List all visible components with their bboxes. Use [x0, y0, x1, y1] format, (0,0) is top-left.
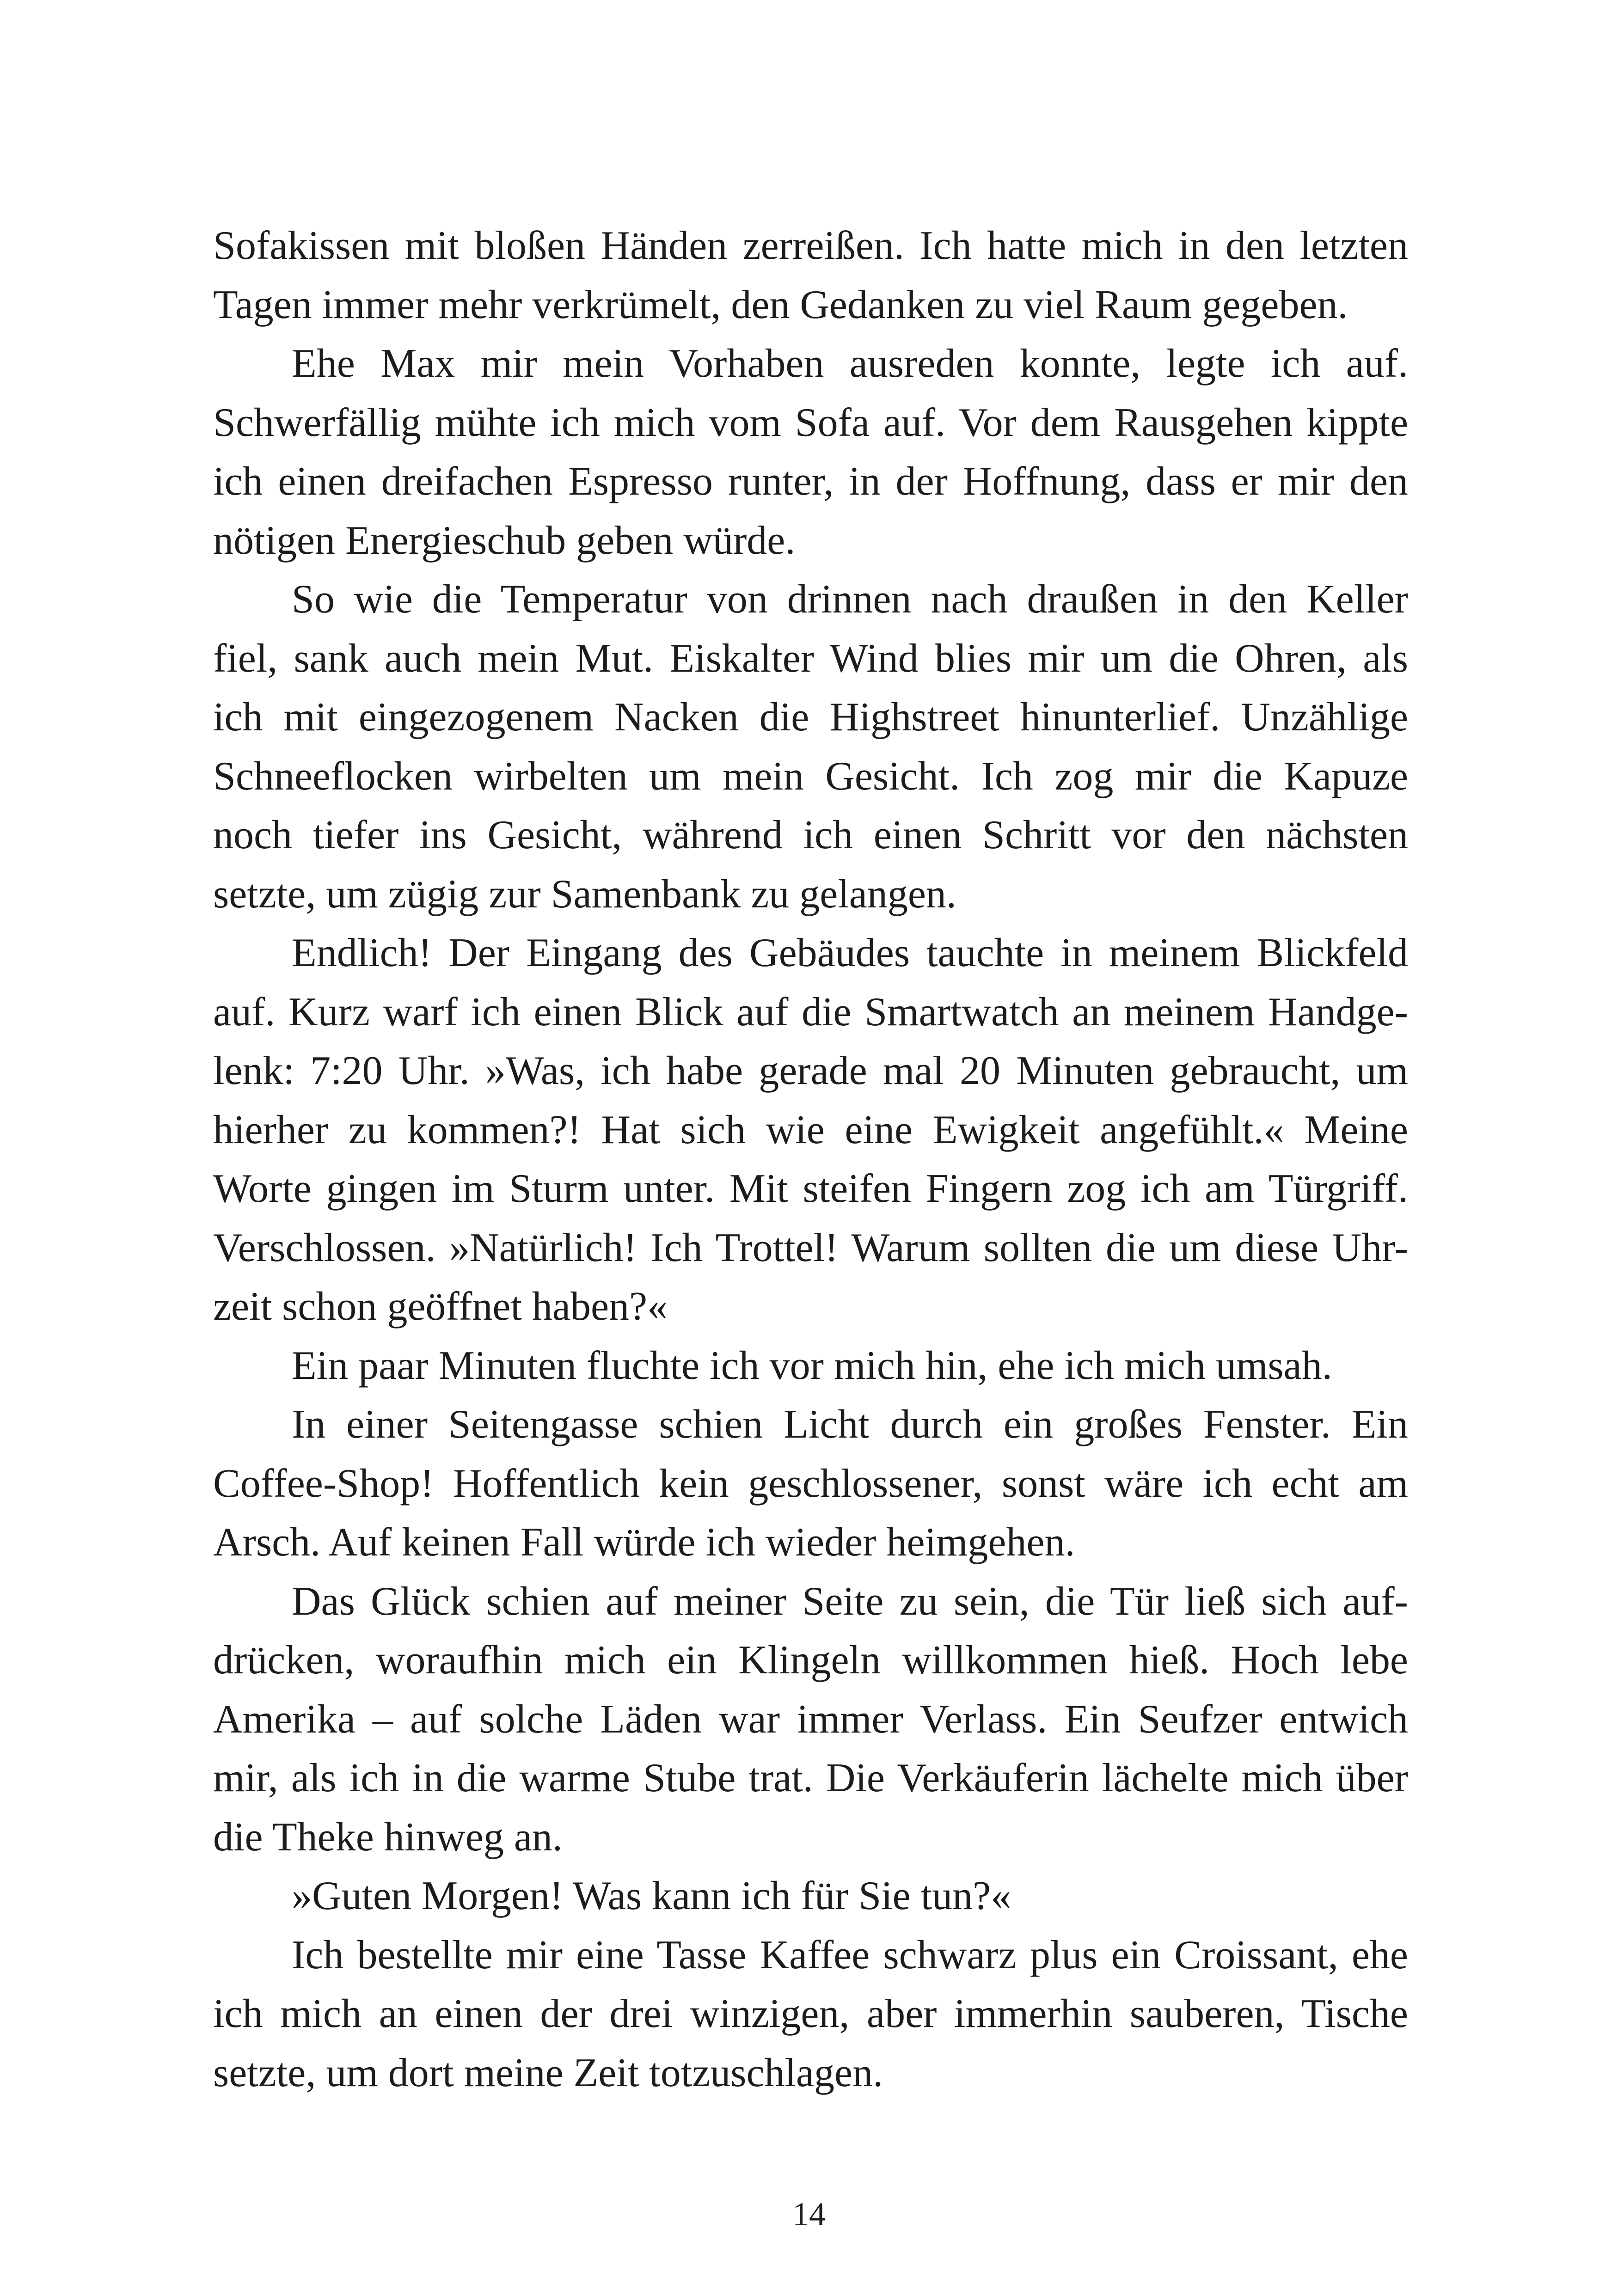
text-line: die Theke hinweg an. [213, 1814, 563, 1860]
paragraph [213, 1336, 1408, 1396]
text-line: Schneeflocken wirbelten um mein Gesicht. Ich zog mir die Kapuze [213, 753, 1408, 799]
text-line: So wie die Temperatur von drinnen nach draußen in den Keller [292, 577, 1408, 622]
text-line: »Guten Morgen! Was kann ich für Sie tun?« [292, 1874, 1011, 1918]
text-line: nötigen Energieschub geben würde. [213, 518, 796, 563]
text-line: lenk: 7:20 Uhr. »Was, ich habe gerade mal 20 Minuten gebraucht, um [213, 1048, 1408, 1093]
page-number: 14 [792, 2196, 826, 2233]
text-line: Coffee-Shop! Hoffentlich kein geschlossener, sonst wäre ich echt am [213, 1461, 1408, 1506]
text-line: drücken, woraufhin mich ein Klingeln willkommen hieß. Hoch lebe [213, 1638, 1408, 1683]
text-line: In einer Seitengasse schien Licht durch ein großes Fenster. Ein [292, 1402, 1408, 1447]
text-line: Das Glück schien auf meiner Seite zu sein, die Tür ließ sich auf- [292, 1579, 1408, 1624]
body-text [213, 216, 1408, 2102]
text-line: ich mich an einen der drei winzigen, aber immerhin sauberen, Tische [213, 1991, 1408, 2036]
text-line: zeit schon geöffnet haben?« [213, 1284, 668, 1329]
text-line: ich mit eingezogenem Nacken die Highstreet hinunterlief. Unzählige [213, 695, 1408, 740]
text-line: Sofakissen mit bloßen Händen zerreißen. Ich hatte mich in den letzten [213, 223, 1408, 268]
text-line: Verschlossen. »Natürlich! Ich Trottel! Warum sollten die um diese Uhr- [213, 1225, 1408, 1270]
text-line: ich einen dreifachen Espresso runter, in der Hoffnung, dass er mir den [213, 459, 1408, 504]
text-line: Worte gingen im Sturm unter. Mit steifen Fingern zog ich am Türgriff. [213, 1166, 1408, 1211]
text-line: Ehe Max mir mein Vorhaben ausreden konnte, legte ich auf. [292, 341, 1408, 386]
text-line: Endlich! Der Eingang des Gebäudes tauchte in meinem Blickfeld [292, 931, 1408, 975]
text-line: noch tiefer ins Gesicht, während ich einen Schritt vor den nächsten [213, 813, 1408, 857]
paragraph [213, 570, 1408, 924]
text-line: Ein paar Minuten fluchte ich vor mich hin, ehe ich mich umsah. [292, 1343, 1332, 1388]
text-line: Amerika – auf solche Läden war immer Verlass. Ein Seufzer entwich [213, 1696, 1408, 1742]
text-line: auf. Kurz warf ich einen Blick auf die Smartwatch an meinem Handge- [213, 989, 1408, 1035]
paragraph [213, 334, 1408, 570]
text-line: Tagen immer mehr verkrümelt, den Gedanken zu viel Raum gegeben. [213, 282, 1348, 327]
paragraph [213, 1572, 1408, 1867]
text-line: setzte, um dort meine Zeit totzuschlagen. [213, 2050, 883, 2095]
paragraph [213, 1867, 1408, 1926]
text-line: Ich bestellte mir eine Tasse Kaffee schwarz plus ein Croissant, ehe [292, 1932, 1408, 1978]
text-line: fiel, sank auch mein Mut. Eiskalter Wind blies mir um die Ohren, als [213, 636, 1408, 681]
text-line: hierher zu kommen?! Hat sich wie eine Ewigkeit angefühlt.« Meine [213, 1107, 1408, 1152]
text-line: mir, als ich in die warme Stube trat. Die Verkäuferin lächelte mich über [213, 1756, 1408, 1800]
paragraph [213, 1395, 1408, 1572]
paragraph [213, 924, 1408, 1336]
text-line: Schwerfällig mühte ich mich vom Sofa auf. Vor dem Rausgehen kippte [213, 400, 1408, 445]
text-line: setzte, um zügig zur Samenbank zu gelangen. [213, 871, 956, 917]
paragraph [213, 1926, 1408, 2103]
paragraph [213, 216, 1408, 334]
text-line: Arsch. Auf keinen Fall würde ich wieder heimgehen. [213, 1520, 1075, 1565]
